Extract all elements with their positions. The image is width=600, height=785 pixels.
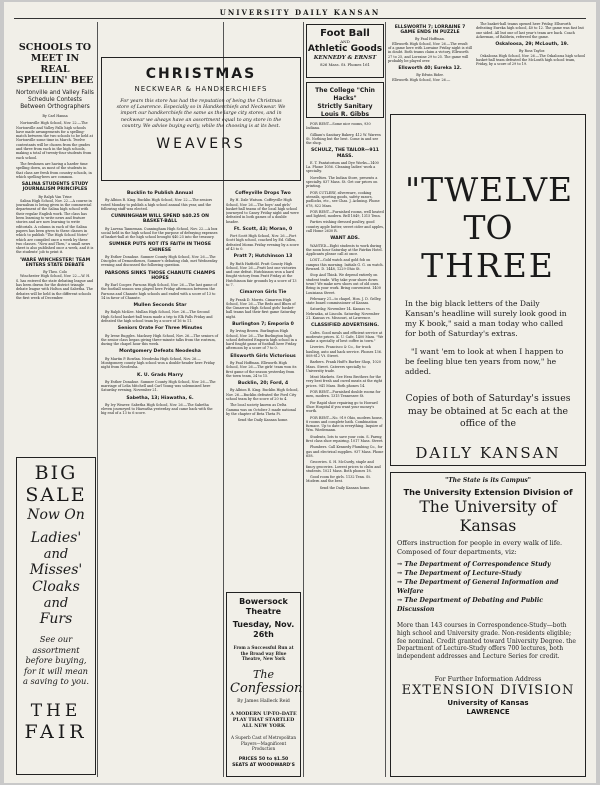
article-body: Salina High School, Nov. 22.—A course in journalism is being given in the commercial department of the Salina high school with their regular English work. The class has been learning to write news and feature stories and are now learning to write editorials. A column in each of the Salina papers has been given to these classes in which to publish "The High School Notes" which are compiled once a week by these two classes. "Now and Then," a small news sheet is also published once a week, and it is the students' job to print it.	[16, 198, 94, 255]
article-body: By Ralph McKee. Mullan High School, Nov. 26.—The Second High School basket-ball team made a trip to Elk Falls Friday and defeated the high school team by a score of 16 to 11.	[101, 310, 213, 324]
chin-hacks-ad	[306, 82, 384, 118]
article-body: Ellsworth High School, Nov. 26.—	[392, 77, 451, 82]
ad-body: More than 143 courses in Correspondence-Study—both high school and University grade. Non-residents eligible; fee nominal. Credit granted toward University Degree. the Department of Lecture-Study offers 700 lectures, both independent addresses and Lecture Series for credit.	[397, 622, 576, 661]
classified: FOR RENT—No. 919 Ohio, modern house, 8 rooms and complete bath. Combination furnace. Up to date in everything. Inquire of Wm. Wiedemann.	[306, 415, 383, 433]
headline: PARSONS SINKS THOSE CHANUTE CHAMPS HOPES	[104, 270, 216, 281]
ad-sale: SALE	[25, 484, 87, 506]
headline: Bucklin to Publish Annual	[126, 191, 194, 196]
ad-fair: FAIR	[24, 720, 88, 743]
headline: K. U. Grads Marry	[137, 372, 183, 378]
column-4-classifieds	[306, 122, 384, 777]
headline: Ellsworth Girls Victorious	[230, 353, 296, 359]
play-seats: SEATS AT WOODWARD'S	[232, 763, 295, 769]
classified: FOR RENT—Furnished rooms, well heated and lighted, modern. Bell 1849, 1315 Tenn.	[306, 209, 384, 219]
classified: Liveries. Francisco & Co., for truck hauling, auto and hack service. Phones 136. 808-812 Vt. Street.	[306, 345, 382, 358]
article-body: By Martin P. Bowlan. Neodesha High School, Nov. 26.—Montgomery county high school won a double-header here Friday night from Neodesha.	[101, 356, 215, 370]
byline: By Carl Hanna	[42, 114, 68, 118]
store-address: 826 Mass. St. Phones 161	[320, 62, 370, 67]
classified: Parties wishing dressed poultry, good country apple butter, sweet cider and apples, call Home 2630 R.	[306, 220, 384, 234]
headline-salina: SALINA STUDENTS STUDY JOURNALISM PRINCIPLES	[21, 182, 89, 193]
classified: FOR CUTLERY, silverware, cooking utensils, sporting goods, safety razors, padlocks, etc., see Chas. J. Achning. Phone 678, 822 Mass.	[306, 190, 380, 208]
theatre-name: Bowersock Theatre	[239, 597, 288, 616]
article-body: By Ivy Weaver. Sabetha High School, Nov. 26.—The Sabetha eleven journeyed to Hiawatha yesterday and came back with the big end of a 13 to 6 score.	[101, 402, 213, 416]
fair-sale-ad	[16, 457, 96, 775]
byline: By Edwin Rider.	[416, 73, 444, 78]
article-body: By Paul Hoffman. Ellsworth High School, Nov. 26.—The girls' team won its first game of the season yesterday from the town team, 24 to 15.	[226, 360, 297, 378]
ad-title: CHRISTMAS	[145, 66, 257, 82]
classified: Students, lots to save your coin. S. Parmy, first class shoe repairing. 1017 Mass. Street.	[306, 434, 384, 444]
masthead-rule	[14, 18, 586, 19]
ad-ladies: Ladies'	[30, 530, 82, 546]
play-desc: A MODERN UP-TO-DATE PLAY THAT STARTLED ALL NEW YORK	[230, 710, 297, 729]
play-title: Confession	[230, 680, 303, 696]
headline: Cimarron Girls Tie	[239, 290, 287, 296]
bowersock-theatre-ad	[226, 592, 301, 777]
ad-misses: Misses'	[29, 562, 83, 578]
masthead: UNIVERSITY DAILY KANSAN	[219, 8, 381, 17]
play-the: The	[253, 667, 274, 681]
article-body: By Frank D. Morris. Cimarron High School, Nov. 26.—The Reds and Blues of the Cimarron High School girls' basket-ball teams had their first game Saturday night.	[226, 297, 296, 319]
university-extension-ad	[390, 472, 586, 777]
classified: FOR RENT—Some nice rooms, 930 Indiana.	[306, 122, 371, 131]
byline: By Paul Hoffman.	[415, 37, 445, 42]
column-3	[226, 188, 300, 583]
department-2-label: The Department of Lecture-Study	[404, 570, 522, 577]
article-body: By Ruth Hatfield. Pratt County High School, Nov. 26.—Pratt lost one victories and one defeat. Hutchinson won a hard fought victory from Pratt Friday at the Hutchinson fair grounds by a score of 13 to 7.	[226, 261, 297, 288]
classified: LOST—Gold watch and gold fob on campus this morning. Initials G. G. on watch. Reward. D. 1448, 1229 Ohio St.	[306, 258, 384, 272]
classified: For Rapid shoe repairing go to Howard Shoe Hospital if you want your money's worth.	[306, 400, 378, 414]
ad-university: University of Kansas	[447, 698, 529, 707]
classified: WANTED—Eight students to work during the noon hour Saturday at the Fairfax Hotel. Applicants please call at once.	[306, 243, 383, 257]
ad-headline-to: TO	[463, 208, 513, 247]
ad-extension-division: EXTENSION DIVISION	[401, 682, 575, 698]
store-name: KENNEDY & ERNST	[313, 55, 377, 61]
chin-hacks-sub: Strictly Sanitary	[317, 103, 373, 110]
department-4-label: The Department of Debating and Public Discussion	[397, 597, 543, 613]
article-body: The freshmen are having a harder time spelling down, as most of the students in that class are fresh from country schools, in which spelling-bees are common.	[16, 161, 92, 179]
headline: Burlington 7; Emporia 0	[232, 322, 294, 328]
weavers-christmas-ad	[101, 57, 301, 181]
play-prices: PRICES 50 to $1.50	[238, 757, 289, 763]
classified: Plumbers. Call Kennedy Plumbing Co., for gas and electrical supplies. 937 Mass. Phone 658.	[306, 445, 384, 458]
football-title: Foot Ball	[320, 28, 370, 39]
article-body: By Albion R. King. Bucklin High School, Nov. 26.—Bucklin defeated the Ford City school team by the score of 20 to 4.	[226, 388, 299, 401]
byline: By Ralph Van Trine	[38, 194, 72, 199]
ad-now-on: Now On	[27, 507, 85, 523]
classified: Saturday, November 14. Kansas vs. Nebraska, at Lincoln. Saturday, November 21. Kansas vs. Missouri, at Lawrence.	[306, 307, 380, 320]
article-body: By Albion R. King. Bucklin High School, Nov. 22.—The seniors voted Monday to publish a high school annual this year, and the following staff was elected.	[101, 198, 213, 211]
classified: Barbers. Frank Huff's Barber Shop, 1020 Mass. Street. Caterers specially to University trade.	[306, 360, 381, 373]
ad-foot-address: For Further Information Address	[434, 674, 542, 683]
classified: Novelties. The Indian Store, presents a specialty. 837 Mass. St. Get our prices on printing.	[306, 175, 378, 189]
article-body: By Earl Cooper. Parsons High School, Nov. 26.—The last game of the football season was played here Friday afternoon between the Parsons and Chanute high schools and ended with a score of 13 to 14 in favor of Chanute.	[101, 283, 217, 300]
article-body: By H. Dale Watson. Coffeyville High School, Nov. 26.—The boys' and girls' basket-ball teams of the local high school journeyed to Caney Friday night and were defeated in both games of a double header.	[226, 198, 299, 224]
column-2	[101, 188, 219, 778]
classified: Stop And Think. We depend entirely on student trade. Why take your shoes down town? We make new shoes out of old ones. Bring in your work. Bring convenient. 1400 Louisiana Street.	[306, 273, 381, 295]
byline: By Theo. Colo	[43, 270, 67, 275]
article-body: By Lavena Tanneman. Cunningham High School, Nov. 22.—A box social held in the high school for the purpose of defraying expenses of basket-ball at the high school brought $40.25 into the treasury.	[101, 226, 218, 240]
send-home-note: Send the Daily Kansan home.	[319, 485, 371, 490]
headline-winchester: 'WARE WINCHESTER! TEAM ENTERS STATE DEBATE	[19, 257, 91, 268]
ad-and: and	[43, 547, 69, 562]
article-body: By Esther Donahue. Sumner County High School, Nov. 26.—The marriage of Lelia Mitchell and Carl Young was solemnized here Saturday evening, November 21.	[101, 379, 216, 393]
chin-hacks-name: Louis R. Gibbs	[320, 111, 370, 118]
ad-body: See our assortment before buying, for it will mean a saving to you.	[22, 634, 90, 686]
department-4: → The Department of Debating and Public Discussion	[397, 597, 543, 613]
headline: Ft. Scott, 43; Moran, 0	[233, 226, 293, 232]
ad-offers: Offers instruction for people in every walk of life. Composed of four departments, viz:	[397, 539, 563, 556]
article-body: By Irving Brown. Burlington High School, Nov. 26.—The Burlington high school defeated Emporia high school in a hard fought game of football here Friday afternoon by a score of 7 to 0.	[226, 329, 297, 351]
theatre-run: From a Successful Run at the Broad way Blue Theatre, New York	[233, 645, 294, 661]
ad-big: BIG	[34, 462, 78, 484]
ad-daily-kansan: DAILY KANSAN	[415, 443, 561, 462]
column-rule	[97, 22, 98, 777]
classified: Cafes. Good meals and efficient service at moderate prices. K. U. Cafe, 1400 Mass. "We make a specialty of best coffee in town."	[306, 330, 384, 344]
classified: Good room for girls. 1132 Tenn. St. Modern and the best.	[306, 475, 371, 484]
ad-text-2: "I want 'em to look at when I happen to be feeling blue ten years from now," he added.	[405, 347, 564, 376]
ad-cloaks: Cloaks	[32, 579, 80, 595]
headline: CUNNINGHAM WILL SPEND $40.25 ON BASKET-BALL	[110, 214, 210, 225]
department-1: → The Department of Correspondence Study	[397, 561, 551, 568]
headline-ellsworth: ELLSWORTH 7; LORRAINE 7 GAME ENDS IN PUZZLE	[394, 25, 466, 36]
play-cast: A Superb Cast of Metropolitan Players—Magnificent Production	[230, 735, 297, 751]
byline: By Ross Taylor.	[518, 49, 546, 54]
column-rule	[303, 22, 304, 777]
column-6-top	[476, 22, 588, 100]
article-body: Nortonville High School, Nov. 22.—The Nortonville and Valley Falls high schools have made arrangements for a spelling-match between the two schools to be held at Nortonville some time in March. Twelve contestants will be chosen from the grades and three from each in the high schools, making a total of twenty-four students from each school.	[16, 121, 93, 160]
article-body: By Esther Donahue. Sumner County High School, Nov. 26.—The Disciples of Demosthenes, Sumner's debating club, met Wednesday evening and discussed the following question.	[101, 254, 218, 268]
article-body: By Irene Ruggles. Macksey High School, Nov. 26.—The seniors of the senior class began giving three-minute talks from the rostrum, during the chapel hour this week.	[101, 333, 218, 347]
ad-the: THE	[30, 700, 82, 721]
football-and: AND	[340, 39, 350, 44]
article-body: The local society known as Delta Gamma was on October 3 made national by the chapter of Beta Theta Pi.	[226, 403, 296, 416]
department-2: → The Department of Lecture-Study	[397, 570, 522, 577]
theatre-date: Tuesday, Nov. 26th	[232, 620, 295, 639]
ad-headline-three: THREE	[421, 246, 555, 285]
column-5-top	[388, 22, 472, 100]
ad-tagline: "The State is its Campus"	[445, 477, 531, 484]
article-body: Oskaloosa High School, Nov. 26.—The Oskaloosa high school basket-ball team defeated the McLouth high school team, Friday, by a score of 29 to 19.	[476, 53, 586, 67]
twelve-to-three-ad	[390, 114, 586, 466]
headline-oskaloosa: Oskaloosa, 29; McLouth, 19.	[495, 42, 569, 48]
classified: Meat Markets. See Hess Brothers for the very best fresh and cured meats at the right prices. 941 Mass. Both phones 14.	[306, 375, 383, 388]
column-1	[16, 22, 94, 442]
department-3: → The Department of General Information and Welfare	[397, 579, 559, 595]
ad-university-name: The University of Kansas	[419, 497, 557, 535]
ad-headline-twelve: "TWELVE	[405, 170, 574, 209]
article-body: Winchester High School, Nov. 22.—W. H. S. has entered the state debating league and has been drawn for the district triangle debate league with Holton and Sabetha. The debates will be held in the different schools the first week of December.	[16, 274, 94, 300]
ad-store-name: WEAVERS	[156, 136, 246, 153]
headline: Montgomery Defeats Neodesha	[119, 349, 201, 355]
headline: Mullen Seconds Star	[133, 303, 187, 309]
subhead-spelling-bee: Nortonville and Valley Falls Schedule Contests Between Orthographers	[16, 90, 94, 110]
classified: February 21—to chapel, Hon. J. D. Gelley, state board commissioner of Kansas.	[306, 296, 382, 306]
ad-division-line: The University Extension Division of	[403, 487, 573, 497]
classified: FOR RENT—Furnished double rooms for men, modern. 1315 Tennessee St.	[306, 390, 381, 399]
send-home-note: Send the Daily Kansan home.	[237, 418, 289, 423]
headline: Pratt 7; Hutchinson 13	[233, 254, 293, 260]
play-author: By James Halleck Reid	[237, 698, 290, 704]
headline: Coffeyville Drops Two	[235, 191, 291, 196]
article-body: The basket-ball teams opened here Friday, Ellsworth defeating Eureka high school, 40 to 12. The game was fast but one sided. All but one of last year's team are back. Coach Ackerman, of Baldwin, refereed the game.	[476, 22, 584, 39]
column-rule	[385, 22, 386, 777]
headline: Sabetha, 13; Hiawatha, 6.	[126, 395, 194, 401]
ad-text-1: In the big black letters of the Daily Kansan's headline will surely look good in my K book," said a man today who called for both of Saturday's extras.	[405, 299, 567, 338]
classified: Gilliam's Sanitary Bakery, 412 W. Warren St. Nothing but the best. Come in and see the shop.	[306, 132, 381, 146]
department-3-label: The Department of General Information and Welfare	[397, 579, 559, 595]
headline-eureka: Ellsworth 40; Eureka 12.	[398, 66, 462, 72]
department-1-label: The Department of Correspondence Study	[404, 561, 551, 568]
article-body: Fort Scott High School, Nov. 26.—Fort Scott high school, coached by Ed. Gillen, defeated Moran Friday evening by a score of 43 to 0.	[226, 234, 299, 252]
classified: SCHULZ, THE TAILOR—911 MASS.	[310, 148, 379, 159]
athletic-goods: Athletic Goods	[307, 44, 383, 54]
headline: Bucklin, 20; Ford, 4	[237, 381, 289, 387]
ad-lawrence: LAWRENCE	[466, 707, 510, 716]
ad-subtitle: NECKWEAR & HANDKERCHIEFS	[134, 85, 268, 93]
ad-text-3: Copies of both of Saturday's issues may be obtained at 5c each at the office of the	[405, 393, 571, 429]
classified-heading: CLASSIFIED ADVERTISING.	[311, 323, 379, 329]
headline: Seniors Orate For Three Minutes	[117, 326, 203, 332]
classified-heading: WANT ADS.	[330, 236, 360, 242]
classified: E. T. Pantatorium and Dye Works—1400 La. Phone 1056. Cleaning ladies' work a specialty.	[306, 160, 379, 174]
ad-and: and	[43, 596, 69, 611]
chin-hacks-title: The College "Chin Hacks"	[315, 87, 375, 102]
newspaper-page	[4, 2, 596, 783]
classified: Groceries. S. H. McCurdy, staple and fancy groceries. Lowest prices to clubs and students. 1021 Mass. Both phones 18.	[306, 460, 381, 473]
headline-spelling-bee: SCHOOLS TO MEET IN REAL SPELLIN' BEE	[16, 42, 94, 86]
headline: SUMNER PUTS NOT ITS FAITH IN THOSE CHINESE	[108, 242, 212, 253]
football-ad	[306, 24, 384, 78]
ad-body: For years this store has had the reputation of being the Christmas store of Lawrence. Especially so in Handkerchiefs and Neckwear. We import our handkerchiefs the same as the large city stores, and in neckwear we always have an assortment equal to any store in the country. We advise buying early, while the choosing is at its best.	[116, 99, 286, 129]
article-body: Ellsworth High School, Nov. 26.—The result of a game here with Lorraine Friday night is still in doubt. Both teams claim a victory, Ellsworth 27 to 25, and Lorraine 29 to 25. The game will probably be played over.	[388, 41, 472, 63]
ad-furs: Furs	[39, 611, 73, 627]
